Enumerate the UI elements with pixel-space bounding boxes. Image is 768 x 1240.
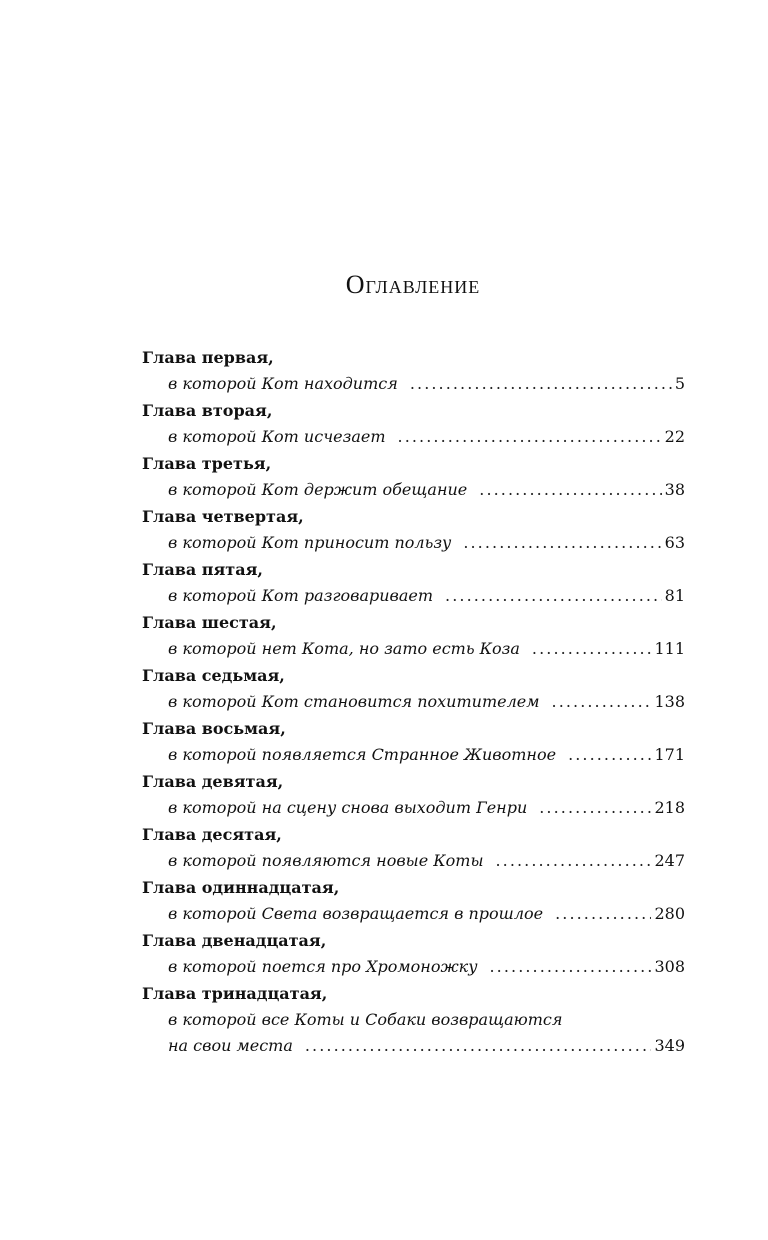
chapter-line bbox=[142, 1033, 685, 1059]
page-number: 308 bbox=[654, 957, 685, 976]
chapter-subtitle: в которой Кот находится bbox=[168, 374, 398, 393]
toc-entry-5[interactable] bbox=[142, 557, 685, 610]
toc-entry-1[interactable] bbox=[142, 345, 685, 398]
chapter-title: Глава восьмая, bbox=[142, 719, 286, 738]
toc-entry-3[interactable] bbox=[142, 451, 685, 504]
dot-leader bbox=[305, 1033, 652, 1059]
toc-entry-2[interactable] bbox=[142, 398, 685, 451]
dot-leader bbox=[410, 371, 672, 397]
chapter-subtitle: в которой Кот становится похитителем bbox=[168, 692, 540, 711]
chapter-title: Глава седьмая, bbox=[142, 666, 285, 685]
chapter-line bbox=[142, 424, 685, 450]
toc-entry-6[interactable] bbox=[142, 610, 685, 663]
dot-leader bbox=[398, 424, 662, 450]
dot-leader bbox=[479, 477, 661, 503]
toc-entry-8[interactable] bbox=[142, 716, 685, 769]
chapter-subtitle: в которой все Коты и Собаки возвращаются bbox=[168, 1010, 563, 1029]
chapter-line bbox=[142, 742, 685, 768]
dot-leader bbox=[495, 848, 651, 874]
chapter-line bbox=[142, 795, 685, 821]
page-number: 5 bbox=[674, 374, 685, 393]
chapter-subtitle: в которой Кот разговаривает bbox=[168, 586, 434, 605]
chapter-line bbox=[142, 848, 685, 874]
chapter-title: Глава вторая, bbox=[142, 401, 273, 420]
page-number: 171 bbox=[654, 745, 685, 764]
chapter-line bbox=[142, 530, 685, 556]
page-number: 349 bbox=[654, 1036, 685, 1055]
toc-entry-11[interactable] bbox=[142, 875, 685, 928]
toc-entry-4[interactable] bbox=[142, 504, 685, 557]
chapter-line bbox=[142, 901, 685, 927]
chapter-subtitle: в которой нет Кота, но зато есть Коза bbox=[168, 639, 520, 658]
chapter-subtitle: в которой Кот приносит пользу bbox=[168, 533, 452, 552]
dot-leader bbox=[532, 636, 652, 662]
toc-entry-7[interactable] bbox=[142, 663, 685, 716]
chapter-title: Глава пятая, bbox=[142, 560, 263, 579]
chapter-subtitle: в которой Кот держит обещание bbox=[168, 480, 468, 499]
toc-entry-10[interactable] bbox=[142, 822, 685, 875]
chapter-line bbox=[142, 636, 685, 662]
dot-leader bbox=[552, 689, 652, 715]
page-number: 218 bbox=[654, 798, 685, 817]
chapter-subtitle: в которой появляется Странное Животное bbox=[168, 745, 557, 764]
chapter-subtitle: в которой Света возвращается в прошлое bbox=[168, 904, 544, 923]
chapter-title: Глава третья, bbox=[142, 454, 272, 473]
page-number: 247 bbox=[654, 851, 685, 870]
page-number: 138 bbox=[654, 692, 685, 711]
table-of-contents bbox=[142, 345, 685, 1059]
chapter-subtitle: в которой на сцену снова выходит Генри bbox=[168, 798, 528, 817]
toc-entry-9[interactable] bbox=[142, 769, 685, 822]
dot-leader bbox=[463, 530, 661, 556]
chapter-subtitle-continued: на свои места bbox=[168, 1036, 293, 1055]
chapter-line bbox=[142, 954, 685, 980]
chapter-line bbox=[142, 689, 685, 715]
chapter-title: Глава первая, bbox=[142, 348, 274, 367]
page-number: 38 bbox=[664, 480, 685, 499]
chapter-subtitle: в которой появляются новые Коты bbox=[168, 851, 484, 870]
page-number: 81 bbox=[664, 586, 685, 605]
chapter-line bbox=[142, 1007, 685, 1033]
chapter-title: Глава тринадцатая, bbox=[142, 984, 328, 1003]
chapter-title: Глава девятая, bbox=[142, 772, 284, 791]
dot-leader bbox=[539, 795, 651, 821]
dot-leader bbox=[568, 742, 651, 768]
page-number: 22 bbox=[664, 427, 685, 446]
chapter-title: Глава двенадцатая, bbox=[142, 931, 327, 950]
dot-leader bbox=[555, 901, 651, 927]
chapter-title: Глава четвертая, bbox=[142, 507, 304, 526]
chapter-line bbox=[142, 371, 685, 397]
chapter-subtitle: в которой поется про Хромоножку bbox=[168, 957, 478, 976]
toc-entry-13[interactable] bbox=[142, 981, 685, 1059]
dot-leader bbox=[445, 583, 662, 609]
page-title: Оглавление bbox=[345, 270, 481, 299]
dot-leader bbox=[490, 954, 652, 980]
chapter-subtitle: в которой Кот исчезает bbox=[168, 427, 386, 446]
page-number: 280 bbox=[654, 904, 685, 923]
page-number: 63 bbox=[664, 533, 685, 552]
toc-entry-12[interactable] bbox=[142, 928, 685, 981]
chapter-line bbox=[142, 477, 685, 503]
chapter-title: Глава десятая, bbox=[142, 825, 282, 844]
chapter-line bbox=[142, 583, 685, 609]
chapter-title: Глава одиннадцатая, bbox=[142, 878, 340, 897]
chapter-title: Глава шестая, bbox=[142, 613, 277, 632]
page-number: 111 bbox=[654, 639, 685, 658]
